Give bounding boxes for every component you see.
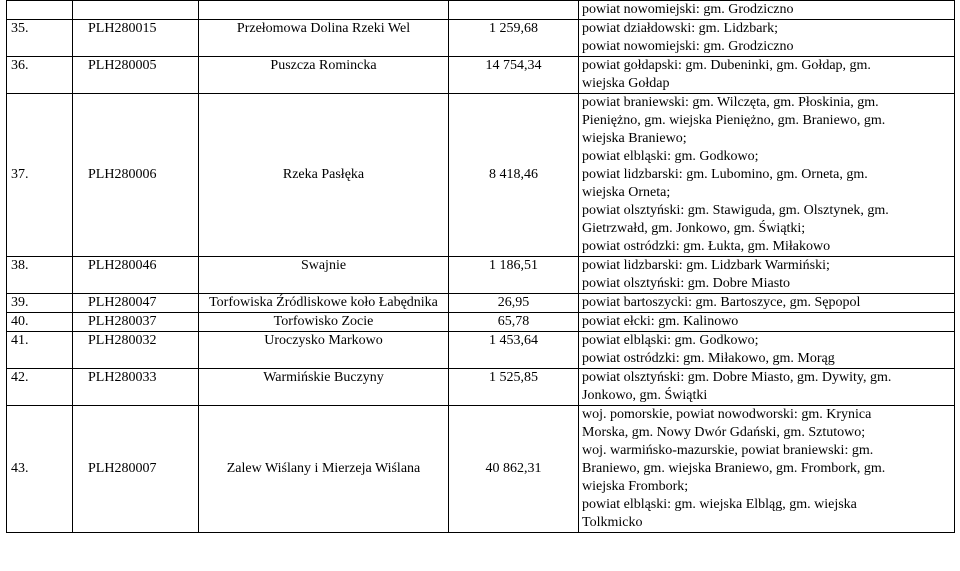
cell-code bbox=[73, 1, 199, 20]
name-text: Swajnie bbox=[300, 258, 347, 273]
name-text: Rzeka Pasłęka bbox=[282, 167, 365, 182]
cell-area bbox=[449, 257, 579, 294]
location-line: wiejska Gołdap bbox=[582, 76, 670, 91]
location-line: wiejska Braniewo; bbox=[582, 131, 687, 146]
cell-name bbox=[199, 94, 449, 257]
name-text: Przełomowa Dolina Rzeki Wel bbox=[236, 21, 411, 36]
cell-location bbox=[579, 369, 955, 406]
name-text: Warmińskie Buczyny bbox=[263, 370, 384, 385]
cell-name bbox=[199, 20, 449, 57]
location-line: Morska, gm. Nowy Dwór Gdański, gm. Sztutowo; bbox=[582, 425, 866, 440]
name-text: Puszcza Romincka bbox=[270, 58, 377, 73]
cell-name bbox=[199, 406, 449, 533]
area-text: 40 862,31 bbox=[485, 461, 542, 476]
num-text: 35. bbox=[11, 21, 29, 36]
table-row bbox=[7, 294, 955, 313]
cell-code bbox=[73, 257, 199, 294]
location-line: powiat działdowski: gm. Lidzbark; bbox=[582, 21, 778, 36]
cell-name bbox=[199, 369, 449, 406]
code-text: PLH280046 bbox=[88, 258, 157, 273]
cell-code bbox=[73, 57, 199, 94]
location-line: powiat elbląski: gm. Godkowo; bbox=[582, 149, 759, 164]
cell-num bbox=[7, 406, 73, 533]
cell-location bbox=[579, 57, 955, 94]
cell-name bbox=[199, 57, 449, 94]
name-text: Torfowisko Zocie bbox=[273, 314, 374, 329]
cell-code bbox=[73, 332, 199, 369]
cell-name bbox=[199, 294, 449, 313]
cell-area bbox=[449, 94, 579, 257]
location-line: Tolkmicko bbox=[582, 515, 643, 530]
location-line: Pieniężno, gm. wiejska Pieniężno, gm. Braniewo, gm. bbox=[582, 113, 886, 128]
location-line: powiat lidzbarski: gm. Lubomino, gm. Orneta, gm. bbox=[582, 167, 868, 182]
area-text: 1 186,51 bbox=[489, 258, 538, 273]
cell-num bbox=[7, 57, 73, 94]
location-line: powiat lidzbarski: gm. Lidzbark Warmiński; bbox=[582, 258, 830, 273]
location-line: powiat gołdapski: gm. Dubeninki, gm. Gołdap, gm. bbox=[582, 58, 871, 73]
cell-name bbox=[199, 313, 449, 332]
table-row bbox=[7, 57, 955, 94]
location-line: powiat ostródzki: gm. Miłakowo, gm. Morąg bbox=[582, 351, 835, 366]
code-text: PLH280033 bbox=[88, 370, 157, 385]
name-text: Torfowiska Źródliskowe koło Łabędnika bbox=[209, 295, 438, 310]
num-text: 43. bbox=[11, 461, 29, 476]
table-row bbox=[7, 406, 955, 533]
cell-location bbox=[579, 313, 955, 332]
cell-num bbox=[7, 257, 73, 294]
table-row bbox=[7, 1, 955, 20]
cell-code bbox=[73, 369, 199, 406]
cell-num bbox=[7, 313, 73, 332]
area-text: 14 754,34 bbox=[485, 58, 542, 73]
cell-area bbox=[449, 1, 579, 20]
cell-num bbox=[7, 332, 73, 369]
cell-code bbox=[73, 20, 199, 57]
cell-code bbox=[73, 406, 199, 533]
area-text: 1 525,85 bbox=[489, 370, 538, 385]
location-line: powiat olsztyński: gm. Stawiguda, gm. Olsztynek, gm. bbox=[582, 203, 889, 218]
cell-num bbox=[7, 1, 73, 20]
area-text: 1 259,68 bbox=[489, 21, 538, 36]
table-row bbox=[7, 257, 955, 294]
area-text: 1 453,64 bbox=[489, 333, 538, 348]
location-line: powiat olsztyński: gm. Dobre Miasto bbox=[582, 276, 791, 291]
code-text: PLH280015 bbox=[88, 21, 157, 36]
cell-location bbox=[579, 332, 955, 369]
location-line: powiat olsztyński: gm. Dobre Miasto, gm. Dywity, gm. bbox=[582, 370, 892, 385]
cell-location bbox=[579, 294, 955, 313]
cell-num bbox=[7, 20, 73, 57]
num-text: 40. bbox=[11, 314, 29, 329]
location-line: powiat ostródzki: gm. Łukta, gm. Miłakowo bbox=[582, 239, 831, 254]
location-line: Braniewo, gm. wiejska Braniewo, gm. Frombork, gm. bbox=[582, 461, 886, 476]
cell-code bbox=[73, 313, 199, 332]
num-text: 36. bbox=[11, 58, 29, 73]
area-text: 8 418,46 bbox=[489, 167, 538, 182]
area-text: 65,78 bbox=[497, 314, 530, 329]
cell-location bbox=[579, 1, 955, 20]
num-text: 42. bbox=[11, 370, 29, 385]
location-line: powiat nowomiejski: gm. Grodziczno bbox=[582, 2, 794, 17]
cell-area bbox=[449, 313, 579, 332]
location-line: Jonkowo, gm. Świątki bbox=[582, 388, 708, 403]
num-text: 37. bbox=[11, 167, 29, 182]
code-text: PLH280047 bbox=[88, 295, 157, 310]
cell-area bbox=[449, 332, 579, 369]
location-line: Gietrzwałd, gm. Jonkowo, gm. Świątki; bbox=[582, 221, 806, 236]
location-line: wiejska Frombork; bbox=[582, 479, 689, 494]
cell-code bbox=[73, 94, 199, 257]
area-text: 26,95 bbox=[497, 295, 530, 310]
cell-area bbox=[449, 294, 579, 313]
cell-area bbox=[449, 406, 579, 533]
cell-num bbox=[7, 369, 73, 406]
num-text: 41. bbox=[11, 333, 29, 348]
cell-area bbox=[449, 57, 579, 94]
cell-num bbox=[7, 94, 73, 257]
table-row bbox=[7, 369, 955, 406]
cell-num bbox=[7, 294, 73, 313]
cell-location bbox=[579, 20, 955, 57]
cell-area bbox=[449, 369, 579, 406]
table-row bbox=[7, 313, 955, 332]
cell-location bbox=[579, 257, 955, 294]
location-line: powiat ełcki: gm. Kalinowo bbox=[582, 314, 739, 329]
code-text: PLH280005 bbox=[88, 58, 157, 73]
cell-location bbox=[579, 94, 955, 257]
sites-table bbox=[6, 0, 955, 533]
cell-name bbox=[199, 257, 449, 294]
num-text: 38. bbox=[11, 258, 29, 273]
table-row bbox=[7, 332, 955, 369]
code-text: PLH280032 bbox=[88, 333, 157, 348]
name-text: Zalew Wiślany i Mierzeja Wiślana bbox=[226, 461, 421, 476]
location-line: powiat elbląski: gm. Godkowo; bbox=[582, 333, 759, 348]
cell-area bbox=[449, 20, 579, 57]
code-text: PLH280006 bbox=[88, 167, 157, 182]
table-row bbox=[7, 94, 955, 257]
location-line: woj. pomorskie, powiat nowodworski: gm. Krynica bbox=[582, 407, 872, 422]
cell-name bbox=[199, 332, 449, 369]
location-line: woj. warmińsko-mazurskie, powiat braniewski: gm. bbox=[582, 443, 874, 458]
code-text: PLH280037 bbox=[88, 314, 157, 329]
location-line: wiejska Orneta; bbox=[582, 185, 671, 200]
location-line: powiat braniewski: gm. Wilczęta, gm. Płoskinia, gm. bbox=[582, 95, 879, 110]
location-line: powiat bartoszycki: gm. Bartoszyce, gm. Sępopol bbox=[582, 295, 861, 310]
code-text: PLH280007 bbox=[88, 461, 157, 476]
location-line: powiat nowomiejski: gm. Grodziczno bbox=[582, 39, 794, 54]
location-line: powiat elbląski: gm. wiejska Elbląg, gm. wiejska bbox=[582, 497, 857, 512]
num-text: 39. bbox=[11, 295, 29, 310]
cell-code bbox=[73, 294, 199, 313]
name-text: Uroczysko Markowo bbox=[264, 333, 383, 348]
cell-name bbox=[199, 1, 449, 20]
cell-location bbox=[579, 406, 955, 533]
table-row bbox=[7, 20, 955, 57]
